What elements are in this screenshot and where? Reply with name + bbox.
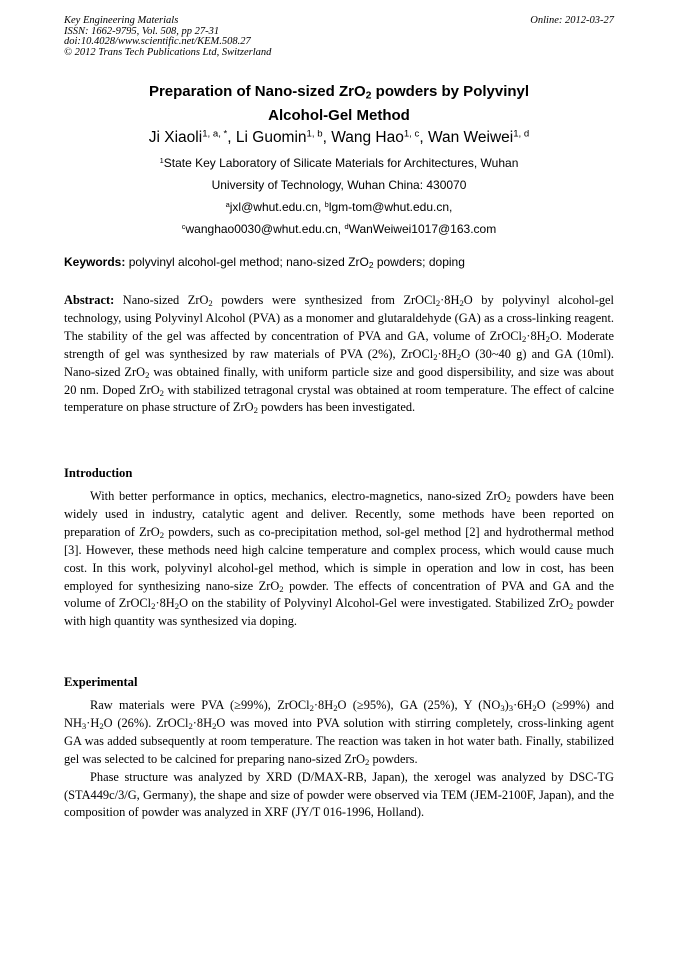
subscript: 2: [253, 405, 258, 416]
affiliation-line-2: University of Technology, Wuhan China: 430070: [211, 178, 467, 192]
author-name: Wan Weiwei: [427, 129, 514, 146]
author-affil-mark: 1, b: [306, 128, 323, 140]
subscript: 2: [99, 721, 104, 732]
section-heading: Introduction: [64, 466, 133, 480]
subscript: 3: [500, 703, 505, 714]
author-affil-mark: 1, a, *: [202, 128, 228, 140]
email-b: lgm-tom@whut.edu.cn,: [328, 200, 453, 214]
subscript: 2: [208, 298, 213, 309]
subscript: 2: [365, 756, 370, 767]
email-line-2: $^c$wanghao0030@whut.edu.cn, $^d$WanWeiwei1017@163.com: [181, 221, 497, 236]
author-name: Li Guomin: [235, 129, 307, 146]
email-c: wanghao0030@whut.edu.cn,: [185, 222, 345, 236]
subscript: 2: [532, 703, 537, 714]
subscript: 2: [159, 529, 165, 540]
subscript: 2: [459, 298, 464, 309]
subscript: 3: [81, 721, 87, 732]
subscript: 2: [212, 721, 217, 732]
keywords: Keywords: polyvinyl alcohol-gel method; nano-sized ZrO$_2$ powders; doping: [64, 255, 465, 271]
online-date: Online: 2012-03-27: [530, 15, 614, 26]
subscript: 2: [433, 351, 438, 362]
author-list: Ji Xiaoli$^{1, a, *}$, Li Guomin$^{1, b}$, Wang Hao$^{1, c}$, Wan Weiwei$^{1, d}$: [148, 128, 530, 146]
experimental-paragraph-1: Raw materials were PVA (≥99%), $ZrOCl_2\cdot 8H_2O$ (≥95%), GA (25%), Y $(NO_3)_3\cdot 6H_2O$ (≥99%) and $NH_3\cdot H_2O$ (26%). $ZrOCl_2\cdot 8H_2O$ was moved into PVA solution with stirring completely, cross-linking agent GA was added subsequently at room temperature. The reaction was taken in hot water bath. Finally, stabilized gel was selected to be calcined for preparing nano-sized ZrO$_2$ powders.: [64, 698, 614, 767]
abstract-label: Abstract:: [64, 293, 115, 307]
introduction-section: [64, 464, 614, 631]
affiliation-line-1: $^1$State Key Laboratory of Silicate Materials for Architectures, Wuhan: [159, 155, 519, 170]
paper-title: [64, 80, 614, 128]
subscript: 2: [309, 703, 314, 714]
subscript: 2: [174, 601, 180, 612]
journal-name: Key Engineering Materials: [64, 15, 179, 26]
doi-line: doi:10.4028/www.scientific.net/KEM.508.27: [64, 36, 251, 48]
running-header: [64, 16, 271, 58]
email-line-1: $^a$jxl@whut.edu.cn, $^b$lgm-tom@whut.edu.cn,: [225, 199, 453, 214]
subscript: 2: [506, 494, 511, 505]
author-name: Ji Xiaoli: [148, 129, 203, 146]
subscript: 2: [333, 703, 338, 714]
abstract: [64, 292, 614, 417]
email-a: jxl@whut.edu.cn,: [229, 200, 325, 214]
subscript: 2: [435, 298, 441, 309]
subscript: 2: [145, 369, 150, 380]
section-heading: Experimental: [64, 675, 138, 689]
subscript: 2: [188, 721, 193, 732]
title-line-2: Alcohol-Gel Method: [268, 107, 410, 124]
title-line-1: Preparation of Nano-sized ZrO$_2$ powders by Polyvinyl: [148, 83, 530, 102]
experimental-section: [64, 673, 614, 822]
issn-line: ISSN: 1662-9795, Vol. 508, pp 27-31: [64, 25, 220, 37]
subscript: 2: [279, 583, 284, 594]
author-name: Wang Hao: [331, 129, 404, 146]
subscript: 2: [151, 601, 156, 612]
author-affil-mark: 1, c: [403, 128, 420, 140]
subscript: 2: [568, 601, 574, 612]
keywords-label: Keywords:: [64, 255, 126, 269]
email-d: WanWeiwei1017@163.com: [348, 222, 497, 236]
subscript: 2: [456, 351, 462, 362]
copyright-line: © 2012 Trans Tech Publications Ltd, Switzerland: [64, 46, 272, 58]
subscript: 2: [522, 333, 527, 344]
subscript: 2: [545, 333, 550, 344]
experimental-paragraph-2: Phase structure was analyzed by XRD (D/MAX-RB, Japan), the xerogel was analyzed by DSC-TG (STA449c/3/G, Germany), the shape and size of powder were observed via TEM (JEM-2100F, Japan), and the composition of powder was analyzed in XRF (JY/T 016-1996, Holland).: [64, 769, 614, 820]
subscript: 3: [508, 703, 514, 714]
subscript: 2: [159, 387, 164, 398]
introduction-paragraph: With better performance in optics, mechanics, electro-magnetics, nano-sized ZrO$_2$ powders have been widely used in industry, catalytic agent and deliver. Recently, some methods have been reported on preparation of ZrO$_2$ powders, such as co-precipitation method, sol-gel method [2] and hydrothermal method [3]. However, these methods need high calcine temperature and complex process, which would cause much cost. In this work, polyvinyl alcohol-gel method, which is simple in operation and low in cost, has been employed for synthesizing nano-size ZrO$_2$ powder. The effects of concentration of PVA and GA and the volume of $ZrOCl_2\cdot 8H_2O$ on the stability of Polyvinyl Alcohol-Gel were investigated. Stabilized ZrO$_2$ powder with high quantity was synthesized via doping.: [64, 489, 615, 629]
abstract-body: Nano-sized ZrO$_2$ powders were synthesized from $ZrOCl_2\cdot 8H_2O$ by polyvinyl alcohol-gel technology, using Polyvinyl Alcohol (PVA) as a monomer and glutaraldehyde (GA) as a cross-linking reagent. The stability of the gel was affected by concentration of PVA and GA, volume of $ZrOCl_2\cdot 8H_2O$. Moderate strength of gel was synthesized by raw materials of PVA (2%), $ZrOCl_2\cdot 8H_2O$ (30~40 g) and GA (10ml). Nano-sized ZrO$_2$ was obtained finally, with uniform particle size and good dispersibility, and size was about 20 nm. Doped ZrO$_2$ with stabilized tetragonal crystal was obtained at room temperature. The effect of calcine temperature on phase structure of ZrO$_2$ powders has been investigated.: [64, 293, 614, 416]
affiliation-block: [64, 152, 614, 240]
author-affil-mark: 1, d: [513, 128, 530, 140]
